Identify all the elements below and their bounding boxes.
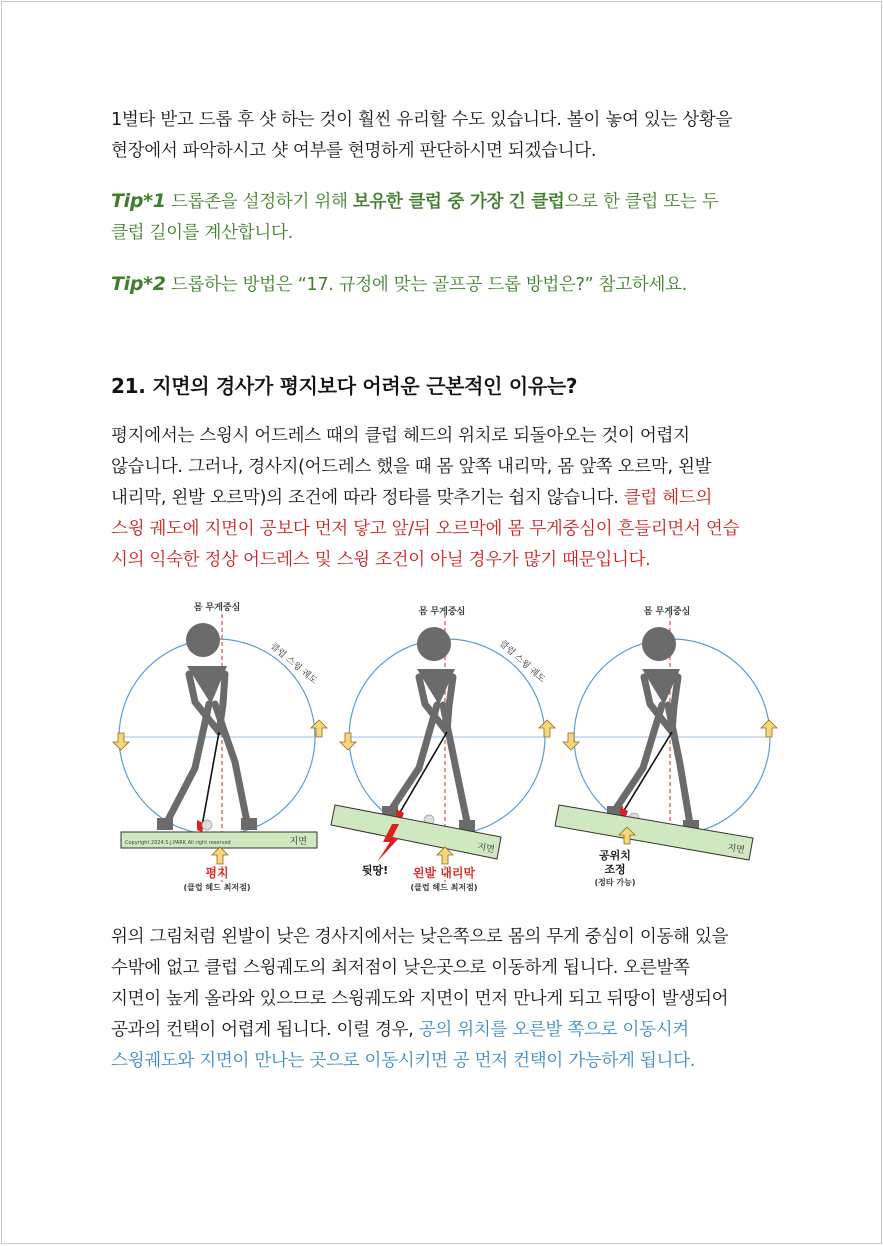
paragraph-drop-advice <box>111 105 791 167</box>
down-arrow-icon <box>340 733 356 750</box>
ground-label: 지면 <box>726 843 746 856</box>
tip-1-label: Tip*1 <box>111 190 166 212</box>
panel-label: 조정 <box>604 863 626 876</box>
ground-slope-bar <box>555 805 753 860</box>
ground-slope-bar <box>331 805 501 859</box>
swing-path-label: 클럽 스윙 궤도 <box>268 641 319 687</box>
document-page <box>1 1 882 1244</box>
golf-slope-figure <box>107 592 787 897</box>
ground-label: 지면 <box>476 842 496 856</box>
tip-1 <box>111 186 791 249</box>
panel-label: 왼발 내리막 <box>412 866 476 880</box>
center-of-mass-label: 몸 무게중심 <box>643 607 691 617</box>
highlighted-text: 스윙궤도와 지면이 만나는 곳으로 이동시키면 공 먼저 컨택이 가능하게 됩니다. <box>111 1051 695 1071</box>
tip-1-text: 드롭존을 설정하기 위해 <box>165 192 353 212</box>
panel-flat-ground <box>113 601 327 892</box>
down-arrow-icon <box>563 733 579 750</box>
section-title: 21. 지면의 경사가 평지보다 어려운 근본적인 이유는? <box>111 374 578 398</box>
paragraph-line: 현장에서 파악하시고 샷 여부를 현명하게 판단하시면 되겠습니다. <box>111 141 597 161</box>
panel-ball-adjusted <box>555 605 777 887</box>
paragraph-line: 1벌타 받고 드롭 후 샷 하는 것이 훨씬 유리할 수도 있습니다. 볼이 놓여 있는 상황을 <box>111 110 733 130</box>
golf-ball <box>202 820 212 830</box>
panel-label: 공위치 <box>599 849 631 862</box>
panel-sublabel: (클럽 헤드 최저점) <box>183 883 251 892</box>
highlighted-text: 스윙 궤도에 지면이 공보다 먼저 닿고 앞/뒤 오르막에 몸 무게중심이 흔들리면서 연습 <box>111 519 740 539</box>
paragraph-line: 지면이 높게 올라와 있으므로 스윙궤도와 지면이 먼저 만나게 되고 뒤땅이 발생되어 <box>111 989 729 1009</box>
panel-label: 평지 <box>205 866 229 880</box>
swing-path-label: 클럽 스윙 궤도 <box>496 638 547 685</box>
paragraph-line: 공과의 컨택이 어렵게 됩니다. 이럴 경우, <box>111 1020 419 1040</box>
paragraph-line: 않습니다. 그러나, 경사지(어드레스 했을 때 몸 앞쪽 내리막, 몸 앞쪽 오르막, 왼발 <box>111 457 712 477</box>
highlighted-text: 클럽 헤드의 <box>623 488 713 508</box>
up-arrow-icon <box>761 720 777 737</box>
panel-sublabel: (클럽 헤드 최저점) <box>410 883 478 892</box>
center-of-mass-label: 몸 무게중심 <box>418 607 466 617</box>
paragraph-downhill-explanation <box>111 922 791 1077</box>
golfer-figure <box>382 627 475 832</box>
copyright-text: Copyright 2024.S.J.PARK All right reserved <box>125 840 231 846</box>
down-arrow-icon <box>113 733 129 750</box>
fat-shot-warning: 뒷땅! <box>361 864 389 877</box>
paragraph-line: 내리막, 왼발 오르막)의 조건에 따라 정타를 맞추기는 쉽지 않습니다. <box>111 488 624 508</box>
paragraph-line: 평지에서는 스윙시 어드레스 때의 클럽 헤드의 위치로 되돌아오는 것이 어렵지 <box>111 426 690 446</box>
up-arrow-icon <box>212 847 228 864</box>
tip-2 <box>111 269 791 301</box>
paragraph-slope-explanation <box>111 421 791 576</box>
ground-label: 지면 <box>289 837 307 847</box>
golfer-figure <box>607 627 699 832</box>
club-shaft <box>202 732 219 826</box>
paragraph-line: 수밖에 없고 클럽 스윙궤도의 최저점이 낮은곳으로 이동하게 됩니다. 오른발쪽 <box>111 958 690 978</box>
center-of-mass-label: 몸 무게중심 <box>193 603 241 613</box>
tip-2-text: 드롭하는 방법은 “17. 규정에 맞는 골프공 드롭 방법은?” 참고하세요. <box>165 275 687 295</box>
tip-1-bold-text: 보유한 클럽 중 가장 긴 클럽 <box>352 192 565 212</box>
highlighted-text: 시의 익숙한 정상 어드레스 및 스윙 조건이 아닐 경우가 많기 때문입니다. <box>111 550 651 570</box>
panel-downhill-lie <box>331 605 555 892</box>
tip-1-text: 으로 한 클럽 또는 두 <box>564 192 719 212</box>
highlighted-text: 공의 위치를 오른발 쪽으로 이동시켜 <box>418 1020 689 1040</box>
tip-2-label: Tip*2 <box>111 273 166 295</box>
paragraph-line: 위의 그림처럼 왼발이 낮은 경사지에서는 낮은쪽으로 몸의 무게 중심이 이동해 있을 <box>111 927 729 947</box>
tip-1-text: 클럽 길이를 계산합니다. <box>111 223 293 243</box>
up-arrow-icon <box>539 720 555 737</box>
panel-sublabel: (정타 가능) <box>594 878 636 887</box>
